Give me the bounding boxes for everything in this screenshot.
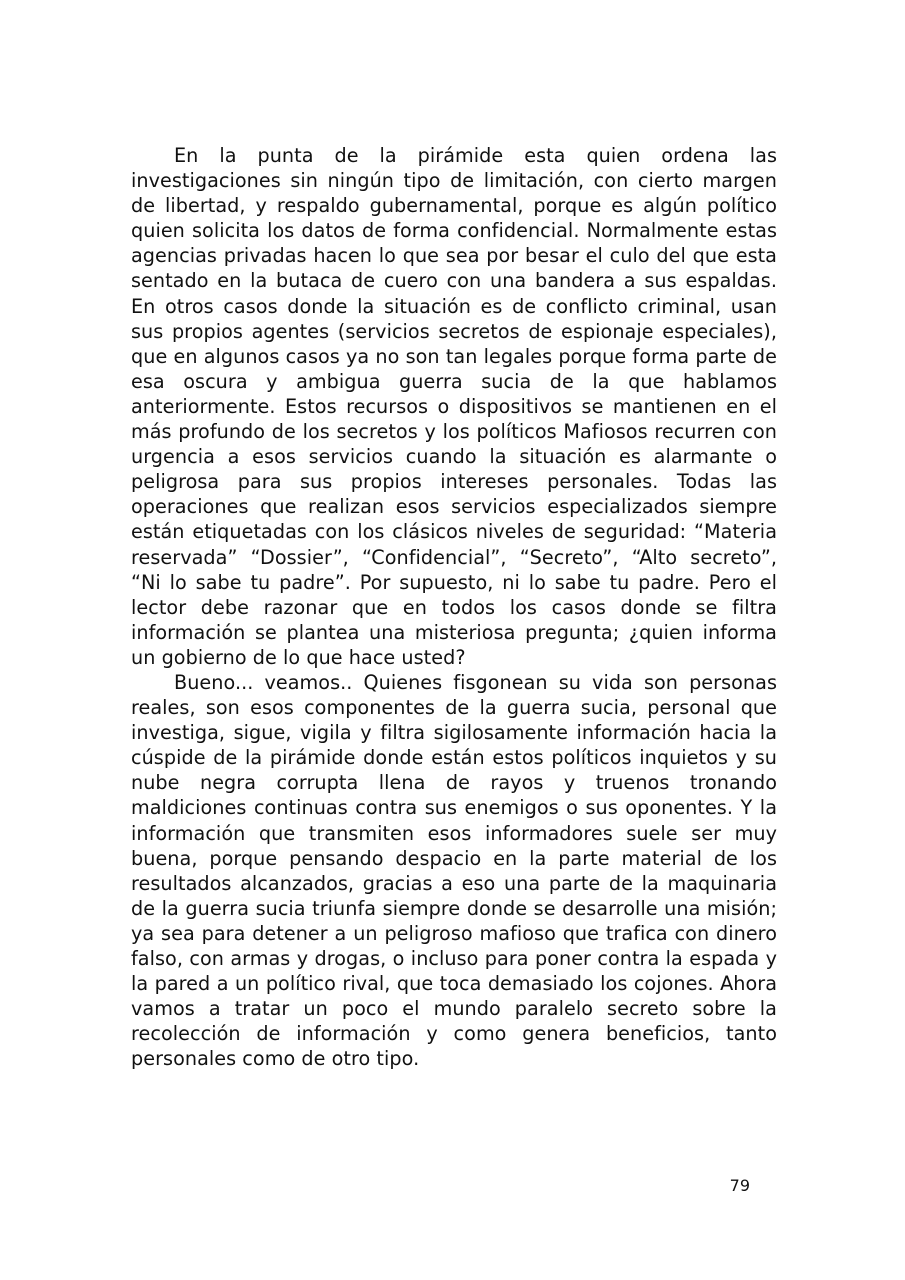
body-text — [131, 143, 777, 1071]
paragraph: En la punta de la pirámide esta quien ordena las investigaciones sin ningún tipo de limitación, con cierto margen de libertad, y respaldo gubernamental, porque es algún político quien solicita los datos de forma confidencial. Normalmente estas agencias privadas hacen lo que sea por besar el culo del que esta sentado en la butaca de cuero con una bandera a sus espaldas. En otros casos donde la situación es de conflicto criminal, usan sus propios agentes (servicios secretos de espionaje especiales), que en algunos casos ya no son tan legales porque forma parte de esa oscura y ambigua guerra sucia de la que hablamos anteriormente. Estos recursos o dispositivos se mantienen en el más profundo de los secretos y los políticos Mafiosos recurren con urgencia a esos servicios cuando la situación es alarmante o peligrosa para sus propios intereses personales. Todas las operaciones que realizan esos servicios especializados siempre están etiquetadas con los clásicos niveles de seguridad: “Materia reservada” “Dossier”, “Confidencial”, “Secreto”, “Alto secreto”, “Ni lo sabe tu padre”. Por supuesto, ni lo sabe tu padre. Pero el lector debe razonar que en todos los casos donde se filtra información se plantea una misteriosa pregunta; ¿quien informa un gobierno de lo que hace usted? — [131, 144, 777, 669]
paragraph: Bueno... veamos.. Quienes fisgonean su vida son personas reales, son esos componentes de la guerra sucia, personal que investiga, sigue, vigila y filtra sigilosamente información hacia la cúspide de la pirámide donde están estos políticos inquietos y su nube negra corrupta llena de rayos y truenos tronando maldiciones continuas contra sus enemigos o sus oponentes. Y la información que transmiten esos informadores suele ser muy buena, porque pensando despacio en la parte material de los resultados alcanzados, gracias a eso una parte de la maquinaria de la guerra sucia triunfa siempre donde se desarrolle una misión; ya sea para detener a un peligroso mafioso que trafica con dinero falso, con armas y drogas, o incluso para poner contra la espada y la pared a un político rival, que toca demasiado los cojones. Ahora vamos a tratar un poco el mundo paralelo secreto sobre la recolección de información y como genera beneficios, tanto personales como de otro tipo. — [131, 670, 777, 1071]
page-number: 79 — [729, 1176, 750, 1195]
